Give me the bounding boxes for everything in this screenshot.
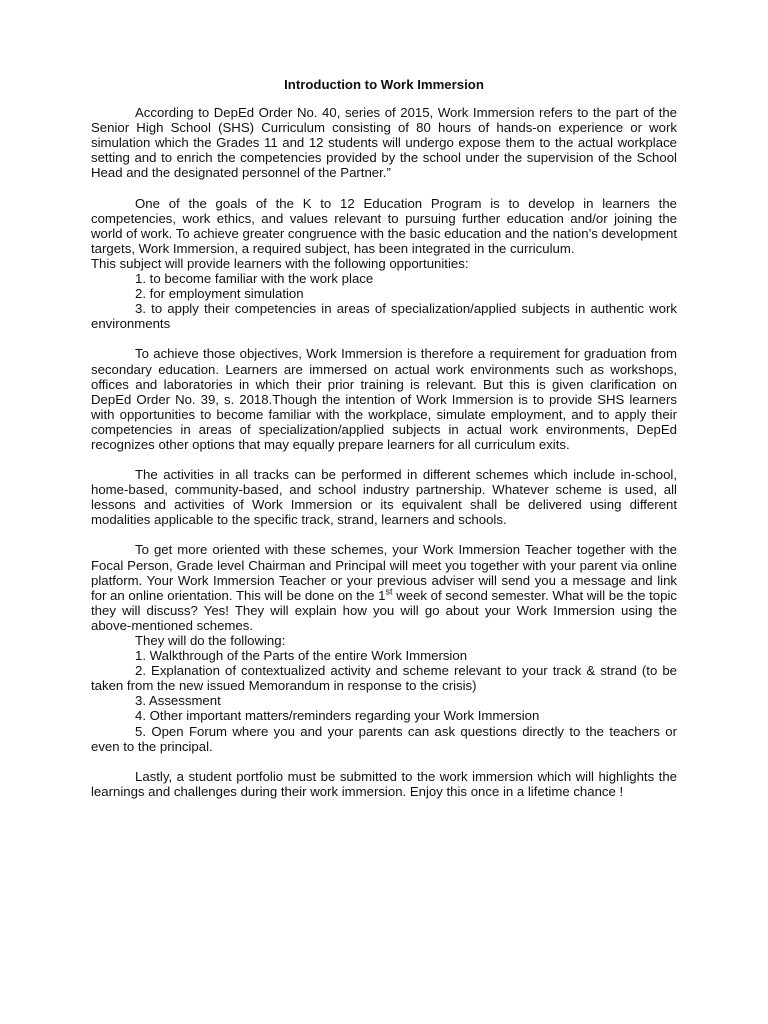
document-page: [91, 77, 677, 799]
activities-intro: They will do the following:: [135, 633, 286, 648]
opportunity-item-2: 2. for employment simulation: [135, 286, 304, 302]
orientation-text-a: To get more oriented with these schemes, your Work Immersion Teacher together with the Focal Person, Grade level Chairman and Principal will meet you together with your parent via online platform. Your Work Immersion Teacher or your previous adviser will send you a message and link for an online orientation. This will be done on the 1: [91, 542, 677, 603]
ordinal-superscript: st: [385, 586, 393, 597]
activity-item-3: 3. Assessment: [135, 693, 221, 709]
activity-item-5: 5. Open Forum where you and your parents can ask questions directly to the teachers or even to the principal.: [91, 723, 677, 754]
opportunities-intro: This subject will provide learners with the following opportunities:: [91, 255, 469, 271]
paragraph-portfolio: Lastly, a student portfolio must be submitted to the work immersion which will highlights the learnings and challenges during their work immersion. Enjoy this once in a lifetime chance !: [91, 768, 677, 799]
activity-item-2: 2. Explanation of contextualized activity and scheme relevant to your track & strand (to be taken from the new issued Memorandum in response to the crisis): [91, 663, 677, 694]
opportunity-item-3: 3. to apply their competencies in areas of specialization/applied subjects in authentic work environments: [91, 301, 677, 332]
paragraph-gap: [91, 181, 677, 196]
paragraph-orientation: [91, 542, 677, 633]
paragraph-gap: [91, 754, 677, 769]
paragraph-deped-order-40: According to DepEd Order No. 40, series of 2015, Work Immersion refers to the part of the Senior High School (SHS) Curriculum consisting of 80 hours of hands-on experience or work simulation which the Grades 11 and 12 students will undergo expose them to the actual workplace setting and to enrich the competencies provided by the school under the supervision of the School Head and the designated personnel of the Partner.”: [91, 105, 677, 181]
paragraph-gap: [91, 331, 677, 346]
activity-item-4: 4. Other important matters/reminders regarding your Work Immersion: [135, 708, 540, 724]
activity-item-1: 1. Walkthrough of the Parts of the entire Work Immersion: [135, 648, 468, 664]
paragraph-k12-goals: One of the goals of the K to 12 Education Program is to develop in learners the competencies, work ethics, and values relevant to pursuing further education and/or joining the world of work. To achieve greater congruence with the basic education and the nation’s development targets, Work Immersion, a required subject, has been integrated in the curriculum.: [91, 195, 677, 256]
paragraph-gap: [91, 452, 677, 467]
document-title: Introduction to Work Immersion: [284, 77, 484, 92]
orientation-text-b: week of second semester. What will be the topic they will discuss? Yes! They will explain how you will go about your Work Immersion using the above-mentioned schemes.: [91, 587, 677, 633]
opportunity-item-1: 1. to become familiar with the work place: [135, 271, 374, 287]
paragraph-objectives: To achieve those objectives, Work Immersion is therefore a requirement for graduation from secondary education. Learners are immersed on actual work environments such as workshops, offices and laboratories in which their prior training is relevant. But this is given clarification on DepEd Order No. 39, s. 2018.Though the intention of Work Immersion is to provide SHS learners with opportunities to become familiar with the workplace, simulate employment, and to apply their competencies in areas of specialization/applied subjects in actual work environments, DepEd recognizes other options that may equally prepare learners for all curriculum exits.: [91, 346, 677, 452]
paragraph-schemes: The activities in all tracks can be performed in different schemes which include in-school, home-based, community-based, and school industry partnership. Whatever scheme is used, all lessons and activities of Work Immersion or its equivalent shall be delivered using different modalities applicable to the specific track, strand, learners and schools.: [91, 467, 677, 528]
paragraph-gap: [91, 527, 677, 542]
